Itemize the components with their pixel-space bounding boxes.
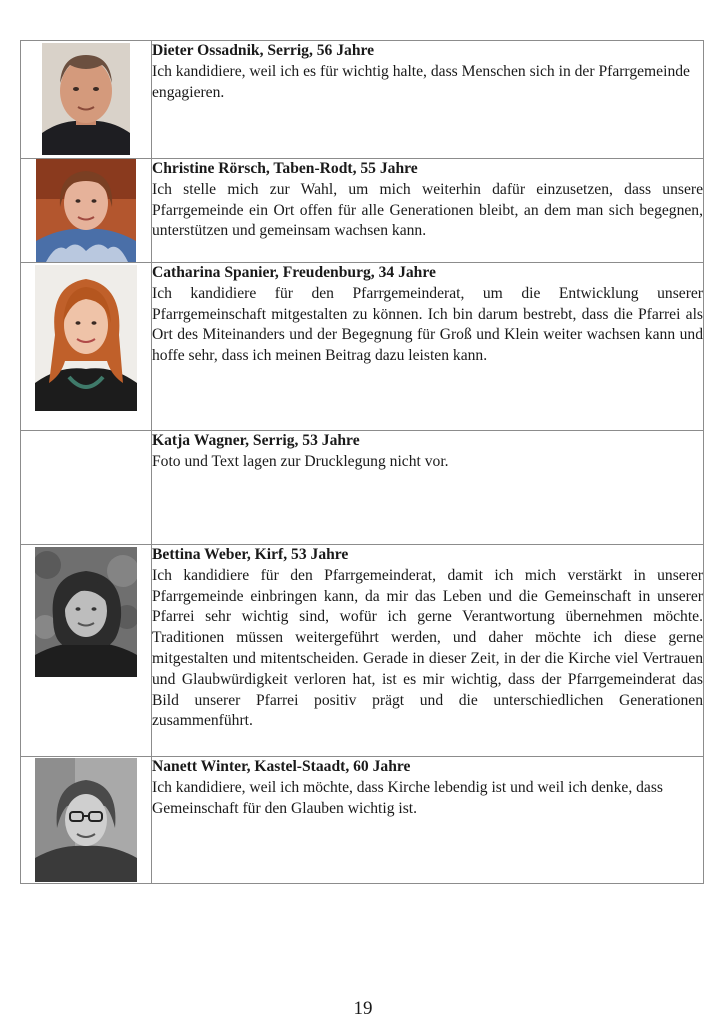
candidate-row: [21, 263, 704, 431]
candidate-name: Christine Rörsch, Taben-Rodt, 55 Jahre: [152, 160, 418, 177]
candidate-statement: Ich kandidiere, weil ich es für wichtig halte, dass Menschen sich in der Pfarrgemeinde engagieren.: [152, 62, 690, 101]
candidate-row: [21, 159, 704, 263]
candidate-name: Katja Wagner, Serrig, 53 Jahre: [152, 432, 360, 449]
candidates-table: [20, 40, 704, 884]
candidate-row: [21, 545, 704, 757]
photo-catharina-spanier: [35, 265, 137, 411]
page-number: 19: [353, 998, 373, 1019]
candidate-text-cell: [152, 431, 704, 545]
photo-dieter-ossadnik: [42, 43, 130, 155]
candidate-statement: Ich kandidiere für den Pfarrgemeinderat, um die Entwicklung unserer Pfarrgemeinschaft mitgestalten zu können. Ich bin darum bestrebt, dass die Pfarrei als Ort des Miteinanders und der Begegnung für Groß und Klein weiter wachsen kann und hoffe sehr, dass ich meinen Beitrag dazu leisten kann.: [152, 284, 703, 365]
candidate-text-cell: [152, 263, 704, 431]
photo-cell: [21, 757, 152, 884]
photo-nanett-winter: [35, 758, 137, 882]
candidate-row: [21, 757, 704, 884]
candidate-statement: Ich stelle mich zur Wahl, um mich weiterhin dafür einzusetzen, dass unsere Pfarrgemeinde ein Ort offen für alle Generationen bleibt, an dem man sich begegnen, unterstützen und gemeinsam wachsen kann.: [152, 180, 703, 240]
photo-cell: [21, 431, 152, 545]
candidate-text-cell: [152, 159, 704, 263]
photo-cell: [21, 159, 152, 263]
candidate-text-cell: [152, 545, 704, 757]
candidate-name: Dieter Ossadnik, Serrig, 56 Jahre: [152, 42, 375, 59]
candidate-statement: Ich kandidiere für den Pfarrgemeinderat, damit ich mich verstärkt in unserer Pfarrgemeinde einbringen kann, da mir das Leben und die Gemeinschaft in unserer Pfarrei sehr wichtig sind, wofür ich gerne Verantwortung übernehmen möchte. Traditionen müssen weitergeführt werden, und daher möchte ich diese gerne mitgestalten und mitentscheiden. Gerade in dieser Zeit, in der die Kirche viel Vertrauen und Glaubwürdigkeit verloren hat, ist es mir wichtig, dass der Pfarrgemeinderat das Bild unserer Pfarrei positiv prägt und die unterschiedlichen Generationen zusammenführt.: [152, 566, 703, 730]
photo-cell: [21, 263, 152, 431]
candidate-row: [21, 431, 704, 545]
candidate-name: Nanett Winter, Kastel-Staadt, 60 Jahre: [152, 758, 411, 775]
photo-cell: [21, 545, 152, 757]
candidate-text-cell: [152, 757, 704, 884]
candidate-statement: Foto und Text lagen zur Drucklegung nicht vor.: [152, 452, 449, 470]
photo-bettina-weber: [35, 547, 137, 677]
candidate-name: Bettina Weber, Kirf, 53 Jahre: [152, 546, 349, 563]
candidate-row: [21, 41, 704, 159]
photo-cell: [21, 41, 152, 159]
photo-christine-roersch: [36, 159, 136, 262]
candidate-name: Catharina Spanier, Freudenburg, 34 Jahre: [152, 264, 436, 281]
candidate-statement: Ich kandidiere, weil ich möchte, dass Kirche lebendig ist und weil ich denke, dass Gemeinschaft für den Glauben wichtig ist.: [152, 778, 663, 817]
candidate-text-cell: [152, 41, 704, 159]
